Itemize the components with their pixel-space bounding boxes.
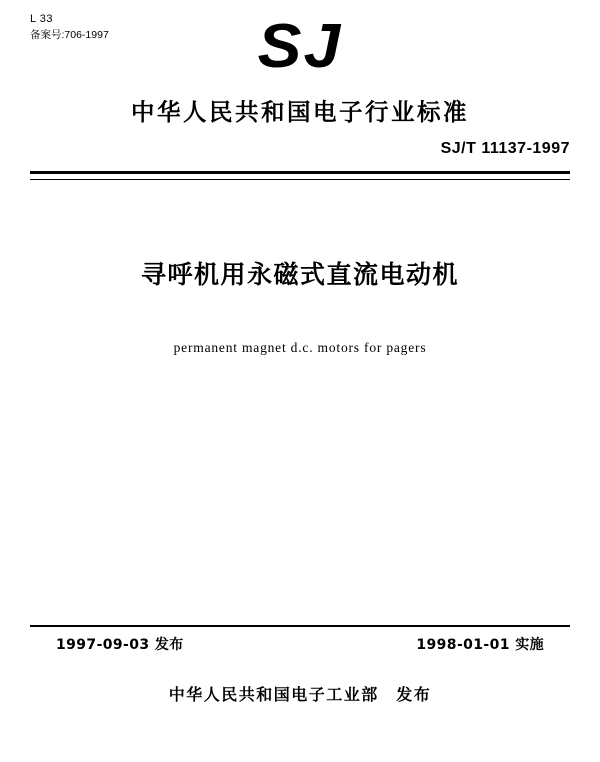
effective-date: 1998-01-01 实施 — [416, 637, 544, 653]
divider-thick — [30, 171, 570, 174]
sj-logo: SJ — [257, 12, 343, 81]
title-chinese: 寻呼机用永磁式直流电动机 — [140, 260, 459, 289]
classification-code: L 33 — [30, 13, 54, 25]
record-number: 备案号:706-1997 — [30, 28, 109, 41]
standard-number: SJ/T 11137-1997 — [440, 140, 570, 157]
divider-thin — [30, 179, 570, 180]
standard-heading: 中华人民共和国电子行业标准 — [131, 98, 469, 126]
title-english: permanent magnet d.c. motors for pagers — [173, 340, 427, 355]
issue-date: 1997-09-03 发布 — [56, 637, 184, 653]
divider-footer — [30, 625, 570, 627]
publisher-line: 中华人民共和国电子工业部 发布 — [168, 685, 432, 704]
